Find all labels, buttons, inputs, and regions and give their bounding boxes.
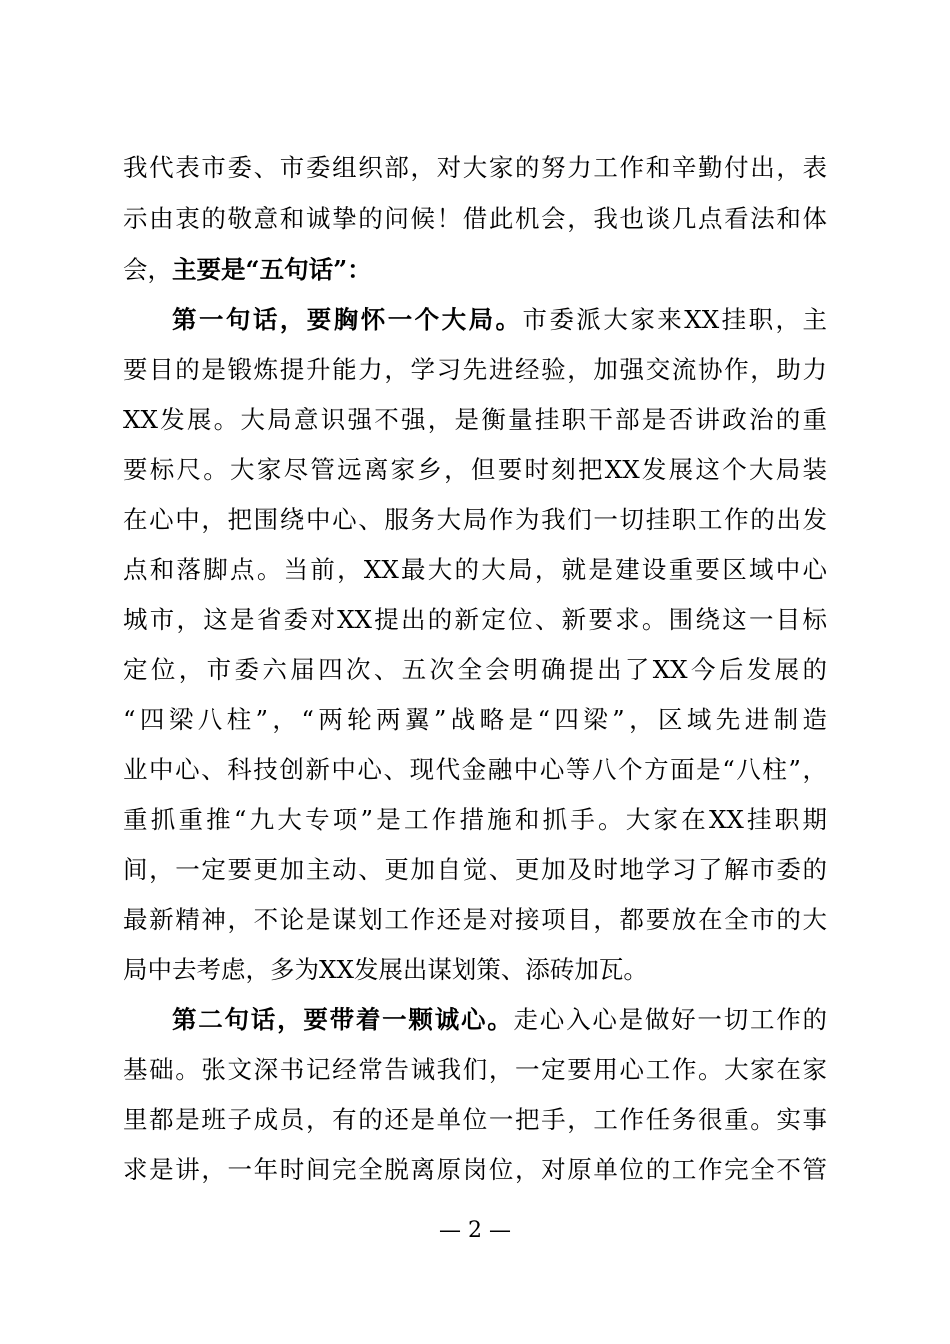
paragraph-2-line-1: [172, 999, 827, 1041]
paragraph-2-line-2: 基础。张文深书记经常告诫我们，一定要用心工作。大家在家: [123, 1055, 827, 1084]
paragraph-1-line-13: 最新精神，不论是谋划工作还是对接项目，都要放在全市的大: [123, 905, 827, 934]
paragraph-1-line-14: 局中去考虑，多为XX发展出谋划策、添砖加瓦。: [123, 955, 648, 984]
intro-line-3-text: 会，: [123, 255, 172, 284]
paragraph-1-line-11: 重抓重推“九大专项”是工作措施和抓手。大家在XX挂职期: [123, 805, 827, 834]
paragraph-1-line-10: 业中心、科技创新中心、现代金融中心等八个方面是“八柱”，: [123, 755, 827, 784]
paragraph-1-line-5: 在心中，把围绕中心、服务大局作为我们一切挂职工作的出发: [123, 505, 827, 534]
five-sentences-intro: 主要是“五句话”：: [172, 255, 372, 284]
paragraph-1-line-12: 间，一定要更加主动、更加自觉、更加及时地学习了解市委的: [123, 855, 827, 884]
paragraph-1-line-1-text: 市委派大家来XX挂职，主: [522, 305, 827, 334]
paragraph-1-line-8: 定位，市委六届四次、五次全会明确提出了XX今后发展的: [123, 655, 827, 684]
paragraph-1-line-6: 点和落脚点。当前，XX最大的大局，就是建设重要区域中心: [123, 555, 827, 584]
intro-line-1: 我代表市委、市委组织部，对大家的努力工作和辛勤付出，表: [123, 153, 827, 182]
intro-line-2: 示由衷的敬意和诚挚的问候！借此机会，我也谈几点看法和体: [123, 204, 827, 233]
paragraph-2-line-4: 求是讲，一年时间完全脱离原岗位，对原单位的工作完全不管: [123, 1155, 827, 1184]
paragraph-2-line-1-text: 走心入心是做好一切工作的: [513, 1005, 828, 1034]
paragraph-1-line-1: [172, 299, 827, 341]
paragraph-1-line-2: 要目的是锻炼提升能力，学习先进经验，加强交流协作，助力: [123, 355, 827, 384]
paragraph-1-line-7: 城市，这是省委对XX提出的新定位、新要求。围绕这一目标: [123, 605, 827, 634]
paragraph-2-heading: 第二句话，要带着一颗诚心。: [172, 1005, 514, 1034]
page-number: — 2 —: [439, 1218, 511, 1243]
paragraph-1-line-3: XX发展。大局意识强不强，是衡量挂职干部是否讲政治的重: [123, 405, 827, 434]
paragraph-2-line-3: 里都是班子成员，有的还是单位一把手，工作任务很重。实事: [123, 1105, 827, 1134]
intro-line-3: [123, 249, 827, 291]
paragraph-1-line-4: 要标尺。大家尽管远离家乡，但要时刻把XX发展这个大局装: [123, 455, 827, 484]
paragraph-1-heading: 第一句话，要胸怀一个大局。: [172, 305, 523, 334]
paragraph-1-line-9: “四梁八柱”，“两轮两翼”战略是“四梁”，区域先进制造: [123, 705, 827, 734]
